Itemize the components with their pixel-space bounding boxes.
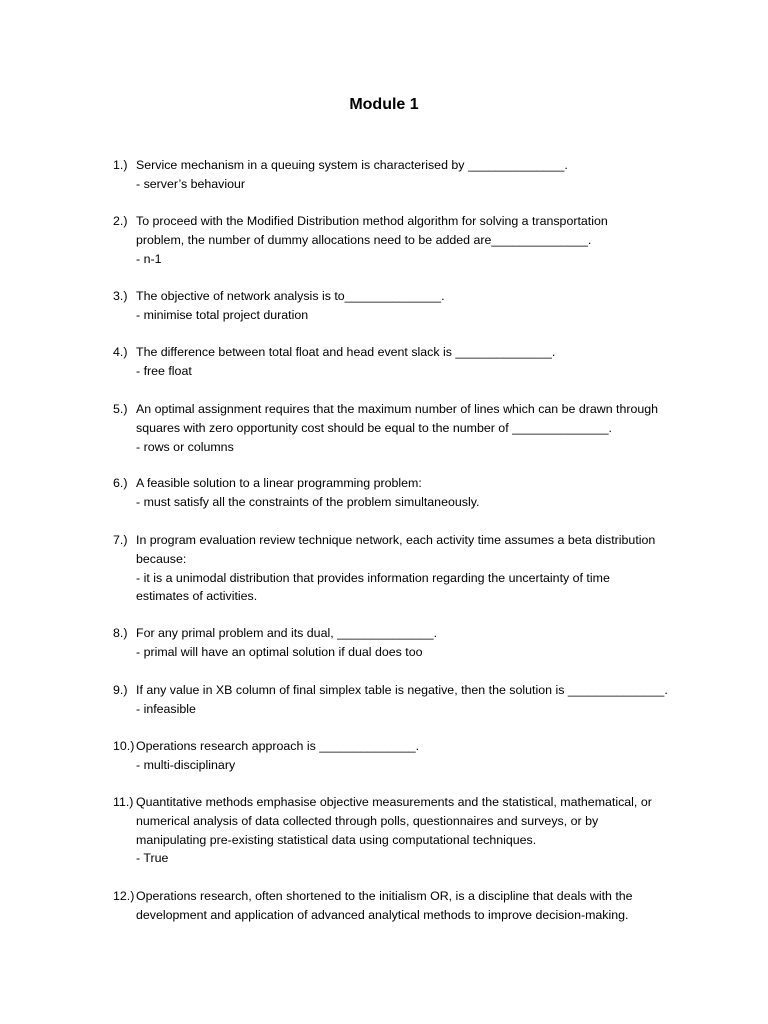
answer-line: - it is a unimodal distribution that provides information regarding the uncertainty of time [136, 570, 610, 585]
question-line: squares with zero opportunity cost should be equal to the number of ______________. [136, 420, 612, 435]
question-text [136, 624, 686, 662]
question-line: A feasible solution to a linear programming problem: [136, 476, 422, 490]
question-number: 7.) [113, 533, 128, 547]
question-number: 12.) [113, 889, 135, 903]
question-line: Operations research, often shortened to the initialism OR, is a discipline that deals with the [136, 889, 633, 903]
answer-line: - n-1 [136, 251, 162, 266]
question-line: The objective of network analysis is to______________. [136, 289, 445, 303]
question-text [136, 212, 686, 268]
question-text [136, 737, 686, 775]
answer-line: - must satisfy all the constraints of the problem simultaneously. [136, 494, 480, 509]
answer-line: estimates of activities. [136, 589, 258, 604]
question-text [136, 400, 686, 456]
answer-line: - free float [136, 363, 192, 378]
question-number: 4.) [113, 345, 128, 359]
question-text [136, 474, 686, 512]
question-text [136, 887, 686, 925]
question-line: because: [136, 551, 187, 566]
question-text [136, 287, 686, 325]
question-line: For any primal problem and its dual, ______________. [136, 626, 438, 640]
question-text [136, 793, 686, 868]
answer-line: - server’s behaviour [136, 176, 246, 191]
question-number: 6.) [113, 476, 128, 490]
question-line: problem, the number of dummy allocations need to be added are______________. [136, 232, 592, 247]
answer-line: - True [136, 851, 169, 866]
question-line: An optimal assignment requires that the maximum number of lines which can be drawn through [136, 402, 659, 416]
question-line: Quantitative methods emphasise objective measurements and the statistical, mathematical, or [136, 795, 652, 809]
question-number: 9.) [113, 683, 128, 697]
question-line: In program evaluation review technique network, each activity time assumes a beta distribution [136, 533, 656, 547]
question-line: To proceed with the Modified Distribution method algorithm for solving a transportation [136, 214, 608, 228]
question-number: 5.) [113, 402, 128, 416]
question-number: 10.) [113, 739, 135, 753]
question-line: manipulating pre-existing statistical data using computational techniques. [136, 832, 537, 847]
question-line: development and application of advanced analytical methods to improve decision-making. [136, 907, 629, 922]
question-text [136, 531, 686, 606]
question-number: 1.) [113, 158, 128, 172]
answer-line: - primal will have an optimal solution if dual does too [136, 644, 423, 659]
question-number: 3.) [113, 289, 128, 303]
answer-line: - multi-disciplinary [136, 757, 236, 772]
question-number: 11.) [113, 795, 134, 809]
question-line: Service mechanism in a queuing system is characterised by ______________. [136, 158, 568, 172]
page-title: Module 1 [349, 96, 419, 113]
question-number: 8.) [113, 626, 128, 640]
question-line: numerical analysis of data collected through polls, questionnaires and surveys, or by [136, 813, 599, 828]
question-line: Operations research approach is ______________. [136, 739, 420, 753]
answer-line: - infeasible [136, 701, 196, 716]
question-text [136, 681, 686, 719]
question-text [136, 156, 686, 194]
question-line: The difference between total float and head event slack is ______________. [136, 345, 556, 359]
answer-line: - minimise total project duration [136, 307, 309, 322]
answer-line: - rows or columns [136, 439, 234, 454]
question-number: 2.) [113, 214, 128, 228]
question-text [136, 343, 686, 381]
question-line: If any value in XB column of final simplex table is negative, then the solution is ______________. [136, 683, 668, 697]
